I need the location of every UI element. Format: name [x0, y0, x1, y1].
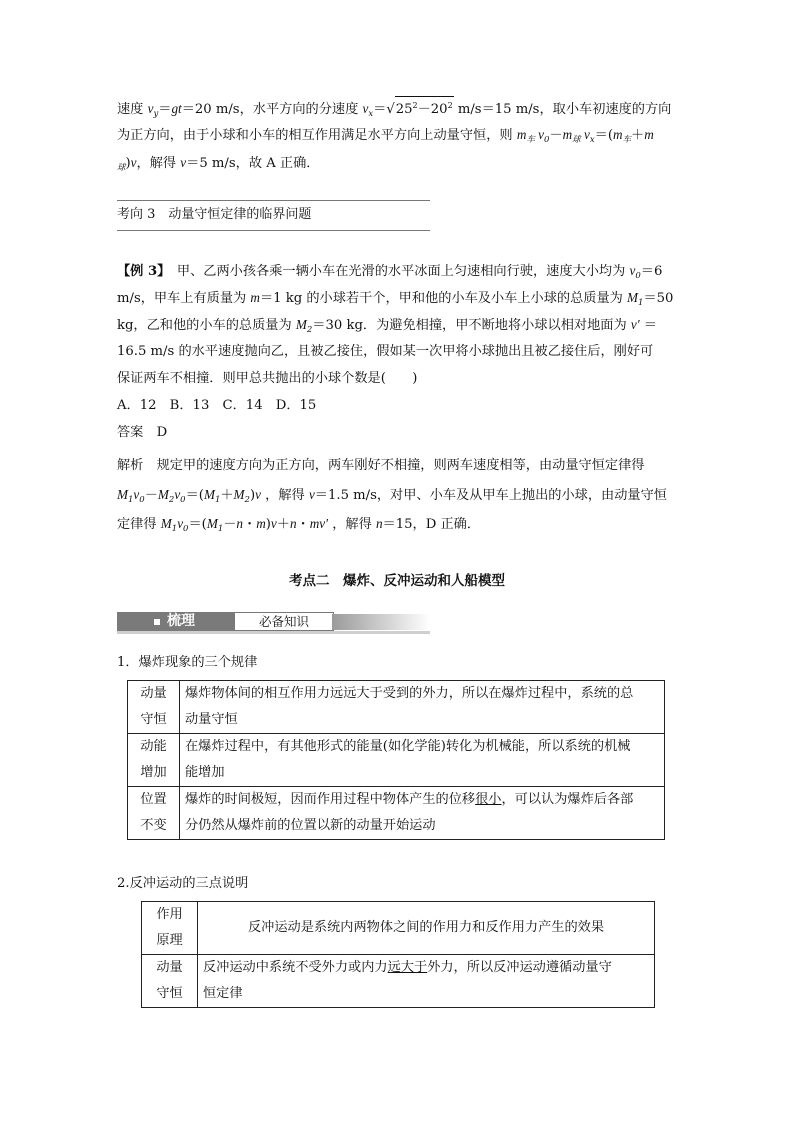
banner-underline	[117, 631, 430, 634]
example-line-5: 保证两车不相撞．则甲总共抛出的小球个数是( )	[117, 371, 418, 386]
subscript: 球	[117, 163, 126, 173]
analysis-line-3	[117, 515, 480, 538]
subscript: 1	[128, 495, 134, 505]
var-M: M	[627, 290, 639, 305]
text: ＋	[631, 128, 645, 143]
text: 能增加	[185, 765, 225, 780]
text: ＋	[220, 488, 234, 503]
subscript: 0	[544, 135, 550, 145]
text: 为正方向，由于小球和小车的相互作用满足水平方向上动量守恒，则	[117, 128, 517, 143]
explosion-heading: 1．爆炸现象的三个规律	[117, 655, 258, 670]
table-row	[142, 955, 655, 1008]
var-v: v	[130, 155, 137, 170]
analysis-line-1	[117, 457, 645, 475]
text: ＝(	[185, 488, 204, 503]
var-v: v	[174, 487, 181, 502]
text: 守恒	[156, 986, 183, 1001]
text: ＝20 m/s，水平方向的分速度	[181, 102, 363, 117]
subscript: 车	[526, 135, 535, 145]
subscript: 2	[168, 495, 175, 505]
text: ＝	[639, 318, 657, 333]
underlined-text: 很小	[475, 792, 502, 807]
text: 规定甲的速度方向为正方向，两车刚好不相撞，则两车速度相等，由动量守恒定律得	[156, 458, 645, 473]
text: )	[125, 156, 131, 171]
text: －20	[417, 102, 448, 117]
text: 位置	[140, 792, 167, 807]
subscript: 1	[214, 495, 221, 505]
var-m: m	[612, 127, 623, 142]
text: ，解得	[136, 156, 181, 171]
var-v-prime: v′	[630, 317, 640, 332]
text: ＝15，D 正确．	[382, 517, 481, 532]
intro-line-1	[117, 96, 671, 123]
var-gt: gt	[171, 101, 182, 116]
subscript: y	[153, 109, 159, 119]
knowledge-banner	[117, 612, 430, 634]
text: ＝(	[594, 128, 613, 143]
intro-line-2	[117, 126, 654, 149]
text: 增加	[140, 765, 167, 780]
subscript: 0	[183, 524, 189, 534]
row-header	[128, 734, 180, 787]
text: )	[265, 517, 271, 532]
banner-gradient	[332, 614, 430, 630]
var-v: v	[133, 487, 140, 502]
row-header	[128, 787, 180, 840]
table-row	[142, 902, 655, 955]
var-v: v	[147, 101, 154, 116]
text: ＝(	[188, 517, 207, 532]
options: A．12 B．13 C．14 D．15	[117, 398, 317, 413]
kaoxiang-heading	[117, 206, 311, 224]
text: 在爆炸过程中，有其他形式的能量(如化学能)转化为机械能，所以系统的机械	[185, 739, 631, 754]
text: m/s，甲车上有质量为	[117, 291, 251, 306]
text: 爆炸的时间极短，因而作用过程中物体产生的位移	[185, 792, 476, 807]
text: ＝30 kg．为避免相撞，甲不断地将小球以相对地面为	[312, 318, 631, 333]
banner-dark-bar	[117, 612, 234, 631]
text: ＋	[276, 517, 290, 532]
recoil-heading: 2.反冲运动的三点说明	[117, 876, 249, 891]
kaoxiang-label: 考向 3	[117, 207, 156, 222]
var-n: n	[236, 516, 244, 531]
subscript: 1	[171, 524, 178, 534]
text: 外力，所以反冲运动遵循动量守	[427, 960, 612, 975]
subscript: 2	[306, 325, 313, 335]
subscript: 1	[217, 524, 224, 534]
answer-value: D	[156, 425, 168, 440]
text: )	[249, 488, 256, 503]
var-v: v	[629, 263, 636, 278]
var-v: v	[308, 487, 315, 502]
text: 动量守恒	[185, 712, 238, 727]
divider-bottom	[117, 230, 430, 231]
subscript: 0	[635, 271, 641, 281]
table-row	[128, 734, 665, 787]
text: ＝5 m/s，故 A 正确．	[186, 156, 320, 171]
var-M: M	[157, 487, 169, 502]
text: ，可以认为爆炸后各部	[501, 792, 634, 807]
var-v: v	[580, 127, 590, 142]
row-content	[180, 734, 665, 787]
text: 作用	[156, 907, 183, 922]
var-v: v	[270, 516, 277, 531]
text: 守恒	[140, 712, 167, 727]
subscript: 0	[139, 495, 145, 505]
var-v: v	[534, 127, 545, 142]
text: ＝50	[643, 291, 674, 306]
text: ，解得	[328, 517, 376, 532]
example-tag: 【例 3】	[117, 264, 164, 279]
text: ，解得	[260, 488, 309, 503]
text: 分仍然从爆炸前的位置以新的动量开始运动	[185, 818, 436, 833]
example-line-1	[117, 262, 662, 285]
var-v: v	[180, 155, 187, 170]
var-v: v	[255, 487, 261, 502]
text: 动量	[156, 960, 183, 975]
row-content	[198, 955, 655, 1008]
var-M: M	[203, 487, 215, 502]
underlined-text: 远大于	[387, 960, 428, 975]
subscript: x	[589, 135, 595, 145]
divider-top	[117, 200, 430, 201]
var-M: M	[160, 516, 172, 531]
example-line-4: 16.5 m/s 的水平速度抛向乙，且被乙接住，假如某一次甲将小球抛出且被乙接住后，刚好可	[117, 344, 654, 359]
banner-title: 梳理	[167, 613, 195, 629]
subscript: 0	[180, 495, 186, 505]
text: －	[223, 517, 237, 532]
radicand	[395, 96, 454, 119]
var-m: m	[562, 127, 573, 142]
example-line-2	[117, 289, 673, 312]
text: ＝	[373, 102, 387, 117]
row-content	[180, 681, 665, 734]
text: 恒定律	[203, 986, 243, 1001]
var-M: M	[295, 317, 307, 332]
text: ・	[243, 517, 257, 532]
superscript: 2	[412, 101, 418, 110]
recoil-table	[141, 901, 655, 1008]
text: ＝1.5 m/s，对甲、小车及从甲车上抛出的小球，由动量守恒	[314, 488, 667, 503]
superscript: 2	[447, 101, 453, 110]
answer-label: 答案	[117, 425, 144, 440]
row-header	[128, 681, 180, 734]
analysis-label: 解析	[117, 458, 144, 473]
table-row	[128, 787, 665, 840]
text: 爆炸物体间的相互作用力远远大于受到的外力，所以在爆炸过程中，系统的总	[185, 686, 634, 701]
text: kg，乙和他的小车的总质量为	[117, 318, 296, 333]
explosion-table	[127, 680, 665, 840]
var-M: M	[206, 516, 218, 531]
subscript: x	[368, 109, 374, 119]
subscript: 车	[622, 135, 632, 145]
var-n: n	[375, 516, 383, 531]
text: ＝6	[640, 264, 663, 279]
banner-box-label: 必备知识	[234, 612, 334, 631]
text: ・	[296, 517, 310, 532]
var-m: m	[644, 127, 654, 142]
text: ＝1 kg 的小球若干个，甲和他的小车及小车上小球的总质量为	[259, 291, 628, 306]
square-bullet-icon	[154, 619, 160, 625]
var-v-prime: v′	[319, 516, 328, 531]
row-content: 反冲运动是系统内两物体之间的作用力和反作用力产生的效果	[198, 902, 655, 955]
kaoxiang-title: 动量守恒定律的临界问题	[168, 207, 312, 222]
row-content	[180, 787, 665, 840]
var-m: m	[309, 516, 320, 531]
var-v: v	[177, 516, 184, 531]
row-header	[142, 902, 198, 955]
var-v: v	[362, 101, 369, 116]
text: －	[549, 128, 563, 143]
var-M: M	[117, 487, 128, 502]
text: 不变	[140, 818, 167, 833]
text: 动量	[140, 686, 167, 701]
subscript: 2	[244, 495, 250, 505]
subscript: 球	[572, 135, 581, 145]
text: 速度	[117, 102, 148, 117]
section-title: 考点二 爆炸、反冲运动和人船模型	[289, 573, 505, 589]
text: －	[144, 488, 158, 503]
text: 动能	[140, 739, 167, 754]
sqrt-sign: √	[386, 102, 395, 117]
text: 25	[395, 102, 413, 117]
example-line-3	[117, 316, 657, 339]
intro-line-3	[117, 154, 320, 177]
subscript: 1	[638, 298, 644, 308]
var-m: m	[516, 127, 527, 142]
var-M: M	[233, 487, 245, 502]
text: 定律得	[117, 517, 161, 532]
var-n: n	[289, 516, 297, 531]
text: m/s＝15 m/s，取小车初速度的方向	[453, 102, 672, 117]
text: 原理	[156, 933, 183, 948]
var-m: m	[256, 516, 266, 531]
text: ＝	[158, 102, 172, 117]
text: 反冲运动中系统不受外力或内力	[203, 960, 388, 975]
table-row	[128, 681, 665, 734]
text: 甲、乙两小孩各乘一辆小车在光滑的水平冰面上匀速相向行驶，速度大小均为	[176, 264, 630, 279]
analysis-line-2	[117, 486, 667, 509]
row-header	[142, 955, 198, 1008]
answer-line	[117, 424, 167, 442]
var-m: m	[250, 290, 260, 305]
